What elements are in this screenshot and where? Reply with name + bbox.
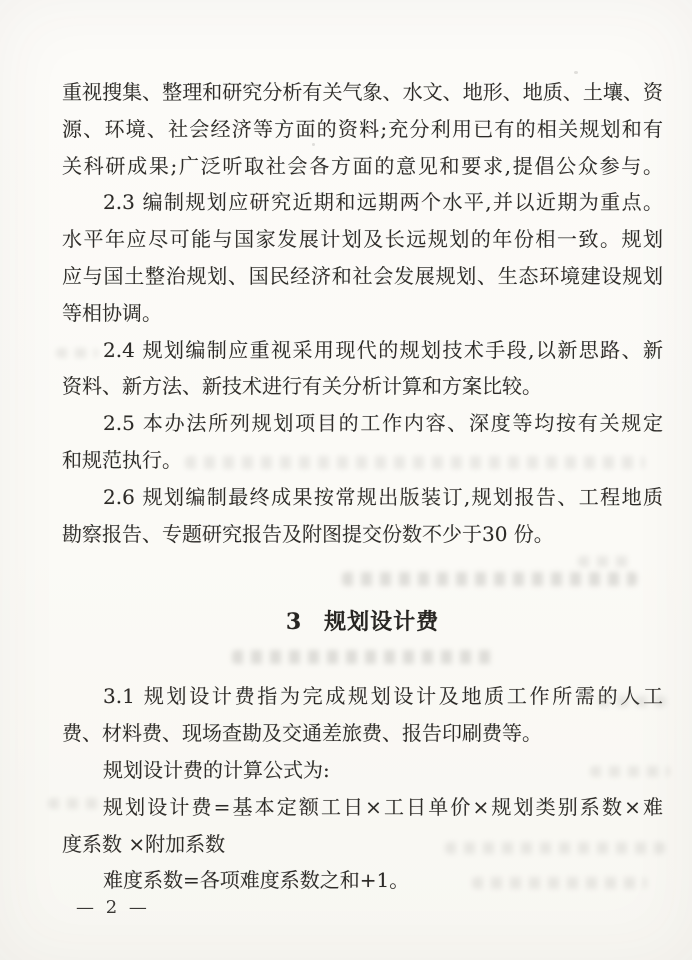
text-line: 费、材料费、现场查勘及交通差旅费、报告印刷费等。 <box>62 721 542 746</box>
text-line: 和规范执行。 <box>62 447 182 472</box>
paragraph-clause-2-5 <box>62 405 663 479</box>
page-number: — 2 — <box>76 897 150 918</box>
text-line: 源、环境、社会经济等方面的资料;充分利用已有的相关规划和有 <box>62 116 663 141</box>
text-line: 2.6 规划编制最终成果按常规出版装订,规划报告、工程地质 <box>103 484 663 509</box>
text-line: 等相协调。 <box>62 300 162 325</box>
formula-line: 难度系数=各项难度系数之和+1。 <box>103 868 410 893</box>
text-line: 2.3 编制规划应研究近期和远期两个水平,并以近期为重点。 <box>103 190 663 215</box>
formula-line: 规划设计费=基本定额工日×工日单价×规划类别系数×难 <box>103 794 663 819</box>
paragraph-formula-fee <box>62 789 663 863</box>
paragraph-formula-intro <box>62 752 663 789</box>
paragraph-clause-2-3 <box>62 184 663 331</box>
text-line: 2.4 规划编制应重视采用现代的规划技术手段,以新思路、新 <box>103 337 663 362</box>
text-line: 应与国土整治规划、国民经济和社会发展规划、生态环境建设规划 <box>62 263 663 288</box>
document-body <box>62 74 663 899</box>
text-line: 关科研成果;广泛听取社会各方面的意见和要求,提倡公众参与。 <box>62 153 663 178</box>
section-title: 规划设计费 <box>324 609 440 636</box>
text-line: 水平年应尽可能与国家发展计划及长远规划的年份相一致。规划 <box>62 227 663 252</box>
paragraph-clause-2-4 <box>62 332 663 406</box>
formula-line: 度系数 ×附加系数 <box>62 831 226 856</box>
paragraph-continuation <box>62 74 663 184</box>
text-line: 重视搜集、整理和研究分析有关气象、水文、地形、地质、土壤、资 <box>62 80 663 104</box>
paragraph-clause-2-6 <box>62 479 663 553</box>
section-number: 3 <box>285 609 303 636</box>
text-line: 勘察报告、专题研究报告及附图提交份数不少于30 份。 <box>62 521 554 546</box>
text-line: 2.5 本办法所列规划项目的工作内容、深度等均按有关规定 <box>103 411 663 436</box>
paragraph-formula-difficulty <box>62 862 663 899</box>
text-line: 资料、新方法、新技术进行有关分析计算和方案比较。 <box>62 374 542 399</box>
text-line: 3.1 规划设计费指为完成规划设计及地质工作所需的人工 <box>103 684 663 709</box>
section-heading <box>62 602 663 642</box>
paragraph-clause-3-1 <box>62 678 663 752</box>
text-line: 规划设计费的计算公式为: <box>103 757 330 782</box>
